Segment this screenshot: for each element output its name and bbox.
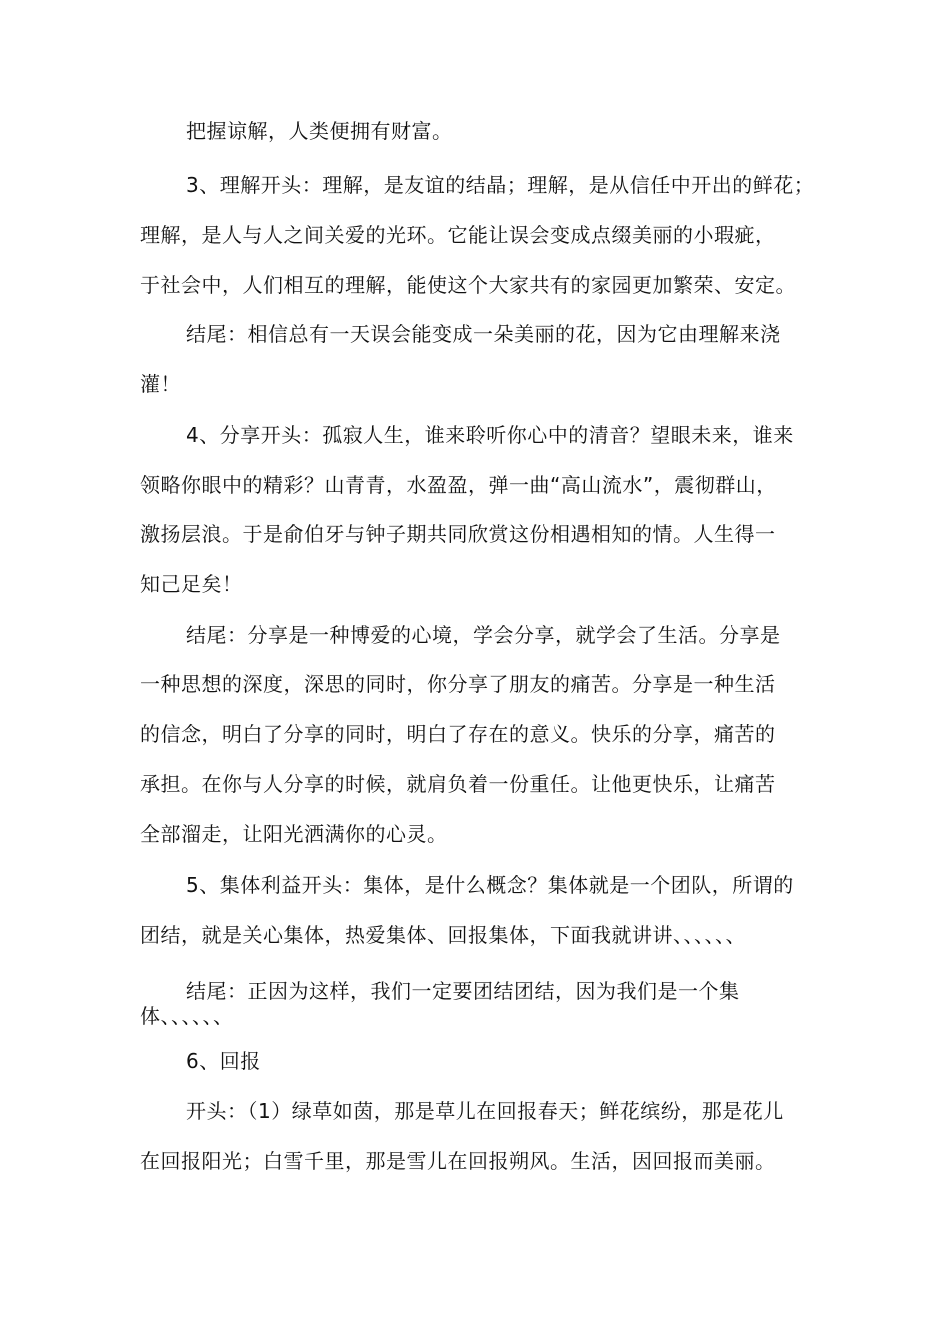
text-line: 知己足矣！ (140, 572, 243, 596)
text-line: 把握谅解，人类便拥有财富。 (186, 119, 453, 143)
text-line: 全部溜走，让阳光洒满你的心灵。 (140, 822, 448, 846)
text-line: 3、理解开头：理解，是友谊的结晶；理解，是从信任中开出的鲜花； (186, 173, 815, 197)
text-line: 于社会中，人们相互的理解，能使这个大家共有的家园更加繁荣、安定。 (140, 273, 796, 297)
text-line: 5、集体利益开头：集体，是什么概念？集体就是一个团队，所谓的 (186, 873, 794, 897)
text-line: 结尾：分享是一种博爱的心境，学会分享，就学会了生活。分享是 (186, 623, 781, 647)
text-line: 团结，就是关心集体，热爱集体、回报集体，下面我就讲讲、、、、、、 (140, 923, 746, 947)
text-line: 承担。在你与人分享的时候，就肩负着一份重任。让他更快乐，让痛苦 (140, 772, 776, 796)
text-line: 领略你眼中的精彩？山青青，水盈盈，弹一曲“高山流水”，震彻群山， (140, 473, 777, 497)
text-line: 4、分享开头：孤寂人生，谁来聆听你心中的清音？望眼未来，谁来 (186, 423, 794, 447)
text-line: 在回报阳光；白雪千里，那是雪儿在回报朔风。生活，因回报而美丽。 (140, 1149, 776, 1173)
text-line: 开头：（1）绿草如茵，那是草儿在回报春天；鲜花缤纷，那是花儿 (186, 1099, 784, 1123)
text-line: 理解，是人与人之间关爱的光环。它能让误会变成点缀美丽的小瑕疵， (140, 223, 776, 247)
text-line: 结尾：相信总有一天误会能变成一朵美丽的花，因为它由理解来浇 (186, 322, 781, 346)
text-line: 的信念，明白了分享的同时，明白了存在的意义。快乐的分享，痛苦的 (140, 722, 776, 746)
text-line: 6、回报 (186, 1049, 261, 1073)
text-line: 激扬层浪。于是俞伯牙与钟子期共同欣赏这份相遇相知的情。人生得一 (140, 522, 776, 546)
text-line: 一种思想的深度，深思的同时，你分享了朋友的痛苦。分享是一种生活 (140, 672, 776, 696)
text-line: 结尾：正因为这样，我们一定要团结团结，因为我们是一个集 (186, 979, 740, 1003)
text-line: 体、、、、、、 (140, 1004, 234, 1028)
text-line: 灌！ (140, 372, 181, 396)
